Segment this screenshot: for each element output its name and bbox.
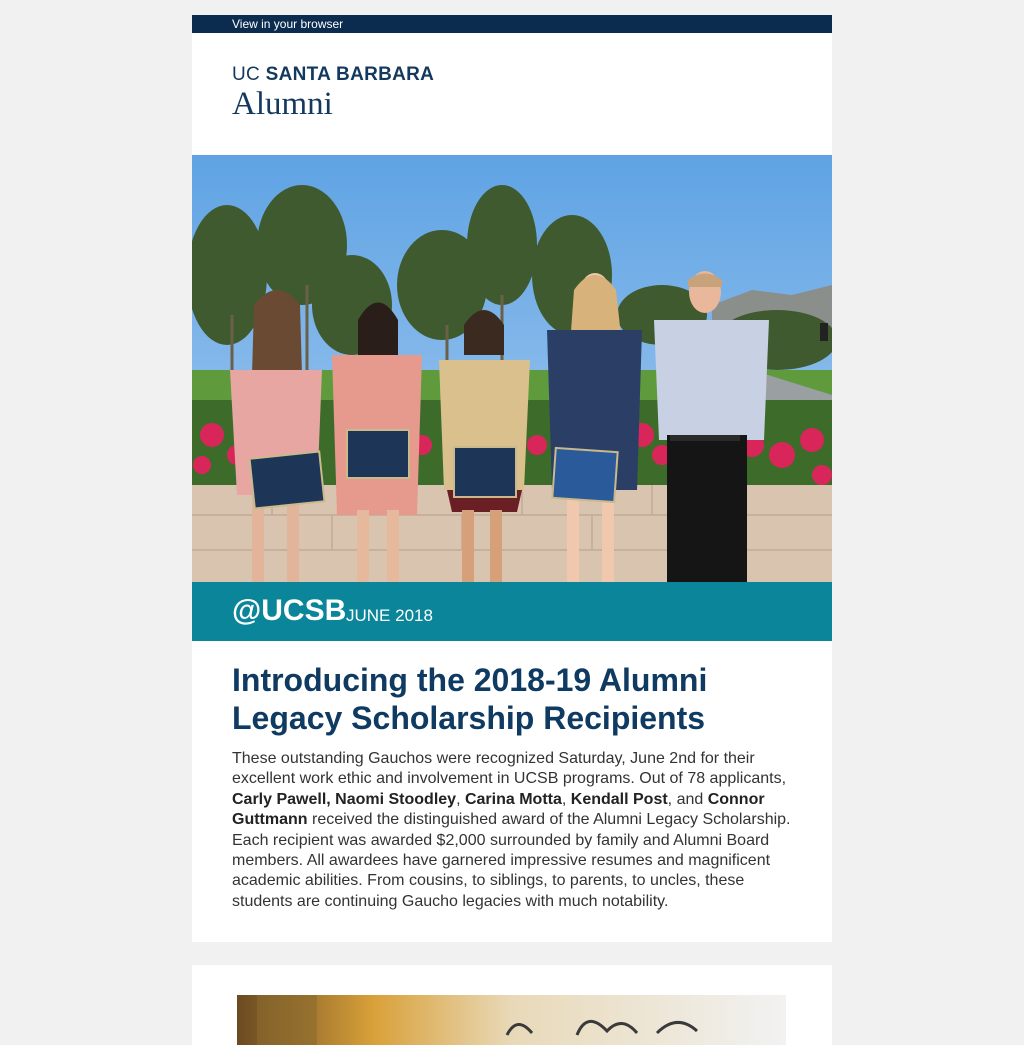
top-bar — [192, 15, 832, 33]
recipient-name: Connor Guttmann — [232, 790, 765, 829]
article-title: Introducing the 2018-19 Alumni Legacy Scholarship Recipients — [232, 662, 708, 736]
next-article-card — [192, 965, 832, 1045]
issue-banner — [192, 582, 832, 641]
hero-photo — [192, 155, 832, 582]
email-container — [192, 15, 832, 942]
banner-handle: @UCSB — [232, 594, 347, 627]
recipient-name: Carina Motta — [464, 790, 562, 808]
recipient-name: Carly Pawell, Naomi Stoodley — [232, 790, 457, 808]
next-article-image — [237, 995, 786, 1045]
ucsb-alumni-logo[interactable] — [232, 65, 434, 122]
email-header — [192, 33, 832, 155]
article-body: These outstanding Gauchos were recognized Saturday, June 2nd for their excellent work ethic and involvement in UCSB programs. Out of 78 applicants, Carly Pawell, Naomi Stoodley, Carina Motta, Kendall Post, and Connor Guttmann received the distinguished award of the Alumni Legacy Scholarship. Each recipient was awarded $2,000 surrounded by family and Alumni Board members. All awardees have garnered impressive resumes and magnificent academic abilities. From cousins, to siblings, to parents, to uncles, these students are continuing Gaucho legacies with much notability. — [232, 750, 791, 910]
recipient-name: Kendall Post — [570, 790, 668, 808]
next-article-photo[interactable] — [237, 995, 786, 1045]
hero-image — [192, 155, 832, 582]
view-in-browser-link[interactable]: View in your browser — [232, 17, 344, 31]
logo-alumni: Alumni — [232, 86, 333, 122]
article — [192, 641, 832, 942]
banner-issue-date: JUNE 2018 — [346, 606, 433, 625]
logo-university: UC SANTA BARBARA — [232, 64, 435, 85]
